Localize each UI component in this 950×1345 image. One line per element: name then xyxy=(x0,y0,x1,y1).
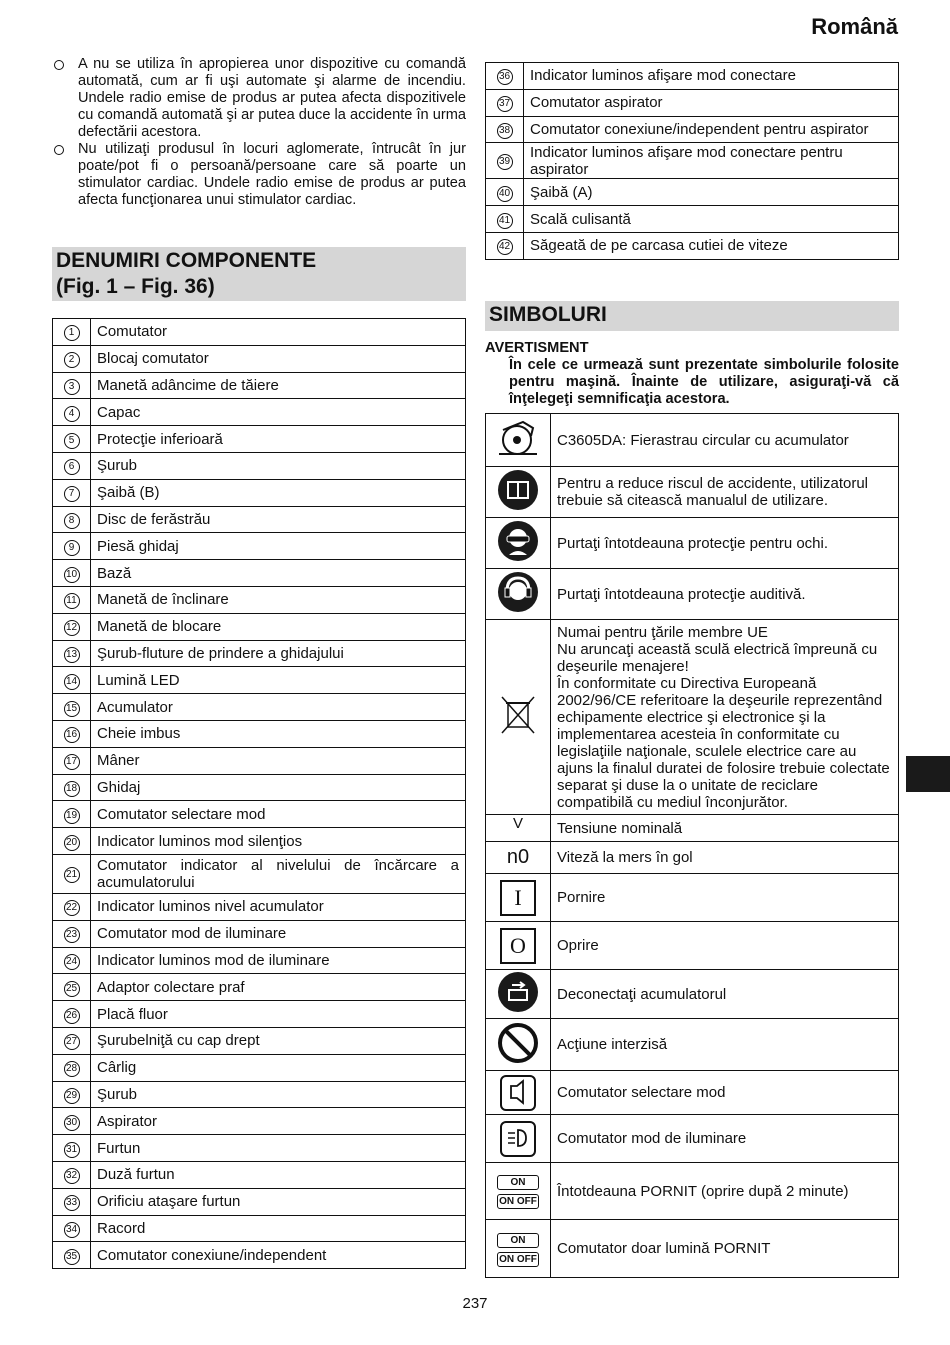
component-label: Manetă de înclinare xyxy=(91,586,466,613)
component-number: 22 xyxy=(64,900,80,916)
component-label: Comutator mod de iluminare xyxy=(91,920,466,947)
component-number: 30 xyxy=(64,1115,80,1131)
symbol-row xyxy=(486,518,899,569)
component-number: 36 xyxy=(497,69,513,85)
symbol-text: Purtaţi întotdeauna protecţie pentru ochi. xyxy=(551,518,899,569)
component-number: 15 xyxy=(64,701,80,717)
on-indicator: ON xyxy=(497,1175,539,1190)
component-row xyxy=(53,774,466,801)
component-label: Şurub xyxy=(91,452,466,479)
component-row xyxy=(53,319,466,346)
component-row xyxy=(486,116,899,143)
component-number: 18 xyxy=(64,781,80,797)
on-onoff-icon xyxy=(486,1163,551,1220)
components-heading xyxy=(52,247,466,301)
symbol-text: Purtaţi întotdeauna protecţie auditivă. xyxy=(551,569,899,620)
component-number: 33 xyxy=(64,1195,80,1211)
component-row xyxy=(53,1242,466,1269)
component-number: 27 xyxy=(64,1034,80,1050)
component-label: Disc de ferăstrău xyxy=(91,506,466,533)
component-row xyxy=(53,506,466,533)
component-number: 19 xyxy=(64,808,80,824)
component-number: 24 xyxy=(64,954,80,970)
component-number: 20 xyxy=(64,835,80,851)
component-label: Bază xyxy=(91,560,466,587)
symbol-text: Pornire xyxy=(551,874,899,922)
component-number: 32 xyxy=(64,1168,80,1184)
voltage-symbol: V xyxy=(486,815,551,842)
component-row xyxy=(53,1161,466,1188)
component-row xyxy=(53,479,466,506)
component-label: Indicator luminos nivel acumulator xyxy=(91,893,466,920)
warning-label: AVERTISMENT xyxy=(485,340,589,356)
component-row xyxy=(486,89,899,116)
component-number: 12 xyxy=(64,620,80,636)
component-label: Protecţie inferioară xyxy=(91,426,466,453)
component-row xyxy=(53,1054,466,1081)
section-tab-marker xyxy=(906,756,950,792)
component-label: Cârlig xyxy=(91,1054,466,1081)
component-row xyxy=(53,613,466,640)
component-row xyxy=(53,452,466,479)
component-number: 8 xyxy=(64,513,80,529)
component-label: Indicator luminos mod de iluminare xyxy=(91,947,466,974)
component-label: Şaibă (A) xyxy=(524,179,899,206)
symbol-row xyxy=(486,414,899,467)
component-row xyxy=(53,1001,466,1028)
component-number: 23 xyxy=(64,927,80,943)
component-label: Şurubelniţă cu cap drept xyxy=(91,1027,466,1054)
symbol-text: Întotdeauna PORNIT (oprire după 2 minute) xyxy=(551,1163,899,1220)
component-row xyxy=(53,854,466,893)
circular-saw-icon xyxy=(486,414,551,467)
bullet-pacemaker xyxy=(52,141,466,209)
component-row xyxy=(53,372,466,399)
component-row xyxy=(53,920,466,947)
symbol-row xyxy=(486,842,899,874)
component-label: Aspirator xyxy=(91,1108,466,1135)
component-row xyxy=(53,667,466,694)
bullet-circle-icon xyxy=(54,60,64,70)
weee-bin-icon xyxy=(486,620,551,815)
symbol-text: Comutator doar lumină PORNIT xyxy=(551,1220,899,1278)
symbols-table xyxy=(485,413,899,1278)
disconnect-battery-icon xyxy=(498,972,538,1012)
component-number: 21 xyxy=(64,867,80,883)
on-only-icon xyxy=(486,1220,551,1278)
symbol-text: C3605DA: Fierastrau circular cu acumulator xyxy=(551,414,899,467)
component-label: Piesă ghidaj xyxy=(91,533,466,560)
component-row xyxy=(486,143,899,179)
component-row xyxy=(53,974,466,1001)
component-number: 42 xyxy=(497,239,513,255)
component-number: 11 xyxy=(64,593,80,609)
components-table-continued xyxy=(485,62,899,260)
component-number: 1 xyxy=(64,325,80,341)
component-label: Comutator selectare mod xyxy=(91,801,466,828)
components-table xyxy=(52,318,466,1269)
component-label: Scală culisantă xyxy=(524,206,899,233)
symbol-text: Deconectaţi acumulatorul xyxy=(551,970,899,1019)
component-row xyxy=(486,232,899,259)
page-number: 237 xyxy=(462,1295,488,1312)
power-on-icon: I xyxy=(500,880,536,916)
symbol-row xyxy=(486,1019,899,1071)
symbol-row xyxy=(486,874,899,922)
symbol-row xyxy=(486,815,899,842)
symbol-row xyxy=(486,620,899,815)
bullet-text: Nu utilizaţi produsul în locuri aglomerate, întrucât în jur poate/pot fi o persoană/persoane care să poarte un stimulator cardiac. Undele radio emise de produs ar putea afecta funcţionarea unui stimulator cardiac. xyxy=(78,141,466,208)
no-load-speed-symbol: n0 xyxy=(486,842,551,874)
symbol-text: Comutator selectare mod xyxy=(551,1071,899,1115)
component-label: Comutator indicator al nivelului de încărcare a acumulatorului xyxy=(91,854,466,893)
symbols-warning xyxy=(485,340,899,408)
component-label: Indicator luminos mod silenţios xyxy=(91,828,466,855)
symbol-text: Tensiune nominală xyxy=(551,815,899,842)
component-number: 17 xyxy=(64,754,80,770)
component-number: 2 xyxy=(64,352,80,368)
component-row xyxy=(53,1135,466,1162)
component-label: Comutator conexiune/independent xyxy=(91,1242,466,1269)
symbol-row xyxy=(486,467,899,518)
light-mode-icon xyxy=(500,1121,536,1157)
symbol-text: Comutator mod de iluminare xyxy=(551,1115,899,1163)
component-label: Şaibă (B) xyxy=(91,479,466,506)
component-label: Duză furtun xyxy=(91,1161,466,1188)
component-number: 26 xyxy=(64,1008,80,1024)
symbol-row xyxy=(486,1071,899,1115)
component-row xyxy=(486,63,899,90)
component-row xyxy=(53,1188,466,1215)
symbol-text: Numai pentru ţările membre UE Nu aruncaţi această sculă electrică împreună cu deşeurile menajere! În conformitate cu Directiva Europeană 2002/96/CE referitoare la deşeurile reprezentând echipamente electrice şi electronice şi la implementarea acesteia în conformitate cu legislaţiile naţionale, sculele electrice care au ajuns la finalul duratei de folosire trebuie colectate separat şi duse la o unitate de reciclare compatibilă cu mediul înconjurător. xyxy=(551,620,899,815)
prohibited-icon xyxy=(486,1019,551,1071)
component-number: 25 xyxy=(64,981,80,997)
component-number: 9 xyxy=(64,540,80,556)
component-label: Placă fluor xyxy=(91,1001,466,1028)
read-manual-icon xyxy=(498,470,538,510)
component-label: Racord xyxy=(91,1215,466,1242)
on-indicator: ON xyxy=(497,1233,539,1248)
component-number: 41 xyxy=(497,213,513,229)
component-number: 5 xyxy=(64,433,80,449)
component-number: 28 xyxy=(64,1061,80,1077)
bullet-text: A nu se utiliza în apropierea unor dispozitive cu comandă automată, cum ar fi uşi automate şi alarme de incendiu. Undele radio emise de produs ar putea afecta dispozitivele cu comandă automată şi ar putea duce la accidente în urma defectării acestora. xyxy=(78,56,466,140)
component-row xyxy=(53,1081,466,1108)
symbol-text: Pentru a reduce riscul de accidente, utilizatorul trebuie să citească manualul de utilizare. xyxy=(551,467,899,518)
component-row xyxy=(486,206,899,233)
component-row xyxy=(53,399,466,426)
component-row xyxy=(53,947,466,974)
component-number: 10 xyxy=(64,567,80,583)
language-label: Română xyxy=(811,14,898,39)
component-row xyxy=(53,345,466,372)
component-label: Manetă adâncime de tăiere xyxy=(91,372,466,399)
component-label: Adaptor colectare praf xyxy=(91,974,466,1001)
component-row xyxy=(53,1027,466,1054)
symbol-row xyxy=(486,922,899,970)
component-row xyxy=(486,179,899,206)
component-label: Şurub-fluture de prindere a ghidajului xyxy=(91,640,466,667)
warning-text: În cele ce urmează sunt prezentate simbolurile folosite pentru maşină. Înainte de utilizare, asiguraţi-vă că înţelegeţi semnificaţia acestora. xyxy=(509,357,899,407)
components-subtitle: (Fig. 1 – Fig. 36) xyxy=(56,275,215,298)
component-label: Indicator luminos afişare mod conectare xyxy=(524,63,899,90)
component-label: Orificiu ataşare furtun xyxy=(91,1188,466,1215)
component-number: 40 xyxy=(497,186,513,202)
component-number: 7 xyxy=(64,486,80,502)
component-label: Săgeată de pe carcasa cutiei de viteze xyxy=(524,232,899,259)
symbol-text: Acţiune interzisă xyxy=(551,1019,899,1071)
component-number: 38 xyxy=(497,123,513,139)
component-row xyxy=(53,1108,466,1135)
on-off-indicator: ON OFF xyxy=(497,1252,539,1267)
component-row xyxy=(53,801,466,828)
mode-select-icon xyxy=(500,1075,536,1111)
component-number: 35 xyxy=(64,1249,80,1265)
bullet-circle-icon xyxy=(54,145,64,155)
on-off-indicator: ON OFF xyxy=(497,1194,539,1209)
component-label: Cheie imbus xyxy=(91,720,466,747)
component-row xyxy=(53,1215,466,1242)
component-row xyxy=(53,747,466,774)
symbol-text: Oprire xyxy=(551,922,899,970)
component-label: Comutator xyxy=(91,319,466,346)
component-number: 13 xyxy=(64,647,80,663)
component-label: Furtun xyxy=(91,1135,466,1162)
bullet-automatic-devices xyxy=(52,56,466,141)
component-label: Blocaj comutator xyxy=(91,345,466,372)
symbol-row xyxy=(486,1115,899,1163)
component-number: 3 xyxy=(64,379,80,395)
power-off-icon: O xyxy=(500,928,536,964)
symbol-text: Viteză la mers în gol xyxy=(551,842,899,874)
component-label: Capac xyxy=(91,399,466,426)
component-label: Manetă de blocare xyxy=(91,613,466,640)
safety-bullets xyxy=(52,56,466,209)
component-label: Mâner xyxy=(91,747,466,774)
component-number: 4 xyxy=(64,406,80,422)
component-number: 14 xyxy=(64,674,80,690)
component-label: Indicator luminos afişare mod conectare pentru aspirator xyxy=(524,143,899,179)
symbol-row xyxy=(486,1220,899,1278)
symbols-heading: SIMBOLURI xyxy=(485,301,899,331)
component-label: Acumulator xyxy=(91,694,466,721)
component-number: 16 xyxy=(64,727,80,743)
component-row xyxy=(53,828,466,855)
component-number: 6 xyxy=(64,459,80,475)
component-label: Comutator aspirator xyxy=(524,89,899,116)
component-row xyxy=(53,720,466,747)
component-label: Ghidaj xyxy=(91,774,466,801)
component-row xyxy=(53,640,466,667)
component-number: 31 xyxy=(64,1142,80,1158)
component-number: 39 xyxy=(497,154,513,170)
hearing-protection-icon xyxy=(498,572,538,612)
symbol-row xyxy=(486,1163,899,1220)
component-number: 37 xyxy=(497,96,513,112)
eye-protection-icon xyxy=(498,521,538,561)
component-number: 34 xyxy=(64,1222,80,1238)
symbol-row xyxy=(486,970,899,1019)
component-number: 29 xyxy=(64,1088,80,1104)
component-row xyxy=(53,426,466,453)
component-row xyxy=(53,586,466,613)
component-label: Comutator conexiune/independent pentru aspirator xyxy=(524,116,899,143)
component-label: Lumină LED xyxy=(91,667,466,694)
symbol-row xyxy=(486,569,899,620)
component-row xyxy=(53,694,466,721)
component-row xyxy=(53,893,466,920)
components-title: DENUMIRI COMPONENTE xyxy=(56,249,317,272)
component-row xyxy=(53,560,466,587)
component-label: Şurub xyxy=(91,1081,466,1108)
component-row xyxy=(53,533,466,560)
